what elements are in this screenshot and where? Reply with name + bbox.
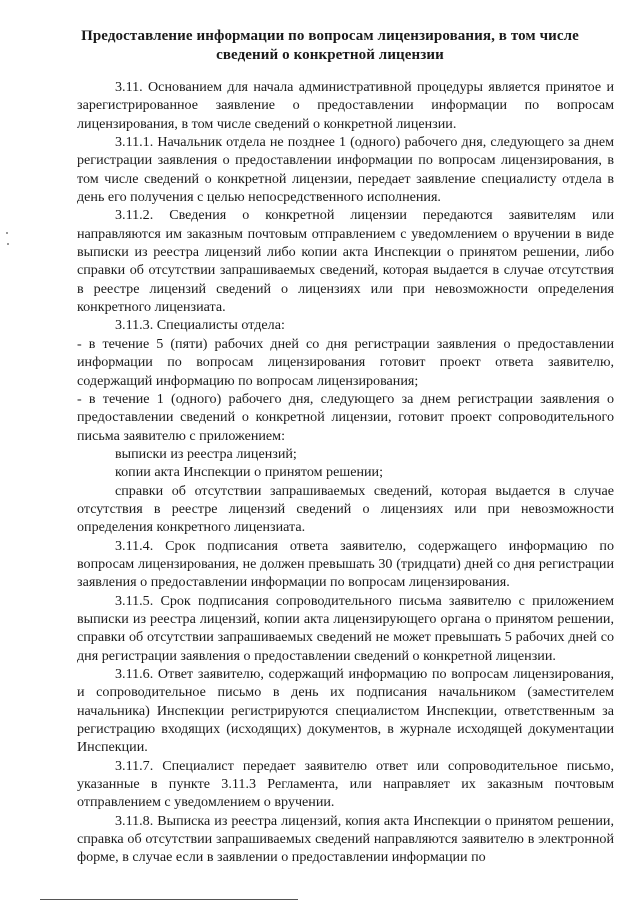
paragraph-3-11-6: 3.11.6. Ответ заявителю, содержащий информацию по вопросам лицензирования, и сопроводительное письмо в день их подписания начальником (заместителем начальника) Инспекции регистрируются специалистом Инспекции, ответственным за регистрацию входящих (исходящих) документов, в журнале исходящей документации Инспекции. [77, 666, 614, 756]
paragraph-3-11-7: 3.11.7. Специалист передает заявителю ответ или сопроводительное письмо, указанные в пункте 3.11.3 Регламента, или направляет их заказным почтовым отправлением с уведомлением о вручении. [77, 757, 614, 811]
list-item-one-day: - в течение 1 (одного) рабочего дня, следующего за днем регистрации заявления о предоставлении сведений о конкретной лицензии, готовит проект сопроводительного письма заявителю с приложением: [77, 390, 614, 444]
attachment-certificate: справки об отсутствии запрашиваемых сведений, которая выдается в случае отсутствия в реестре лицензий сведений о лицензиях или при невозможности определения конкретного лицензиата. [77, 482, 614, 536]
page-bottom-rule [40, 899, 298, 900]
document-body [77, 78, 614, 867]
paragraph-3-11-4: 3.11.4. Срок подписания ответа заявителю, содержащего информацию по вопросам лицензирования, не должен превышать 30 (тридцати) дней со дня регистрации заявления о предоставлении информации по вопросам лицензирования. [77, 537, 614, 591]
paragraph-3-11-5: 3.11.5. Срок подписания сопроводительного письма заявителю с приложением выписки из реестра лицензий, копии акта лицензирующего органа о принятом решении, справки об отсутствии запрашиваемых сведений не может превышать 5 рабочих дней со дня регистрации заявления о предоставлении сведений о конкретной лицензии. [77, 592, 614, 664]
paragraph-3-11-2: 3.11.2. Сведения о конкретной лицензии передаются заявителям или направляются им заказным почтовым отправлением с уведомлением о вручении в виде выписки из реестра лицензий либо копии акта Инспекции о принятом решении, либо справки об отсутствии запрашиваемых сведений, которая выдается в случае отсутствия в реестре лицензий сведений о лицензиях или при невозможности определения конкретного лицензиата. [77, 207, 614, 316]
list-item-five-days: - в течение 5 (пяти) рабочих дней со дня регистрации заявления о предоставлении информации по вопросам лицензирования готовит проект ответа заявителю, содержащий информацию по вопросам лицензирования; [77, 335, 614, 389]
paragraph-3-11-3: 3.11.3. Специалисты отдела: [115, 317, 285, 334]
attachment-extract: выписки из реестра лицензий; [115, 445, 297, 462]
paragraph-3-11-1: 3.11.1. Начальник отдела не позднее 1 (одного) рабочего дня, следующего за днем регистрации заявления о предоставлении информации по вопросам лицензирования, в том числе сведений о конкретной лицензии, передает заявление специалисту отдела в день его получения с целью непосредственного исполнения. [77, 134, 614, 206]
document-title [60, 27, 600, 65]
paragraph-3-11-8: 3.11.8. Выписка из реестра лицензий, копия акта Инспекции о принятом решении, справка об отсутствии запрашиваемых сведений направляются заявителю в электронной форме, в случае если в заявлении о предоставлении информации по [77, 812, 614, 866]
paragraph-3-11: 3.11. Основанием для начала административной процедуры является принятое и зарегистрированное заявление о предоставлении информации по вопросам лицензирования, в том числе сведений о конкретной лицензии. [77, 79, 614, 132]
title-line-2: сведений о конкретной лицензии [216, 47, 444, 63]
scan-artifact [6, 232, 9, 246]
attachment-act-copy: копии акта Инспекции о принятом решении; [115, 464, 384, 481]
title-line-1: Предоставление информации по вопросам лицензирования, в том числе [81, 28, 579, 44]
